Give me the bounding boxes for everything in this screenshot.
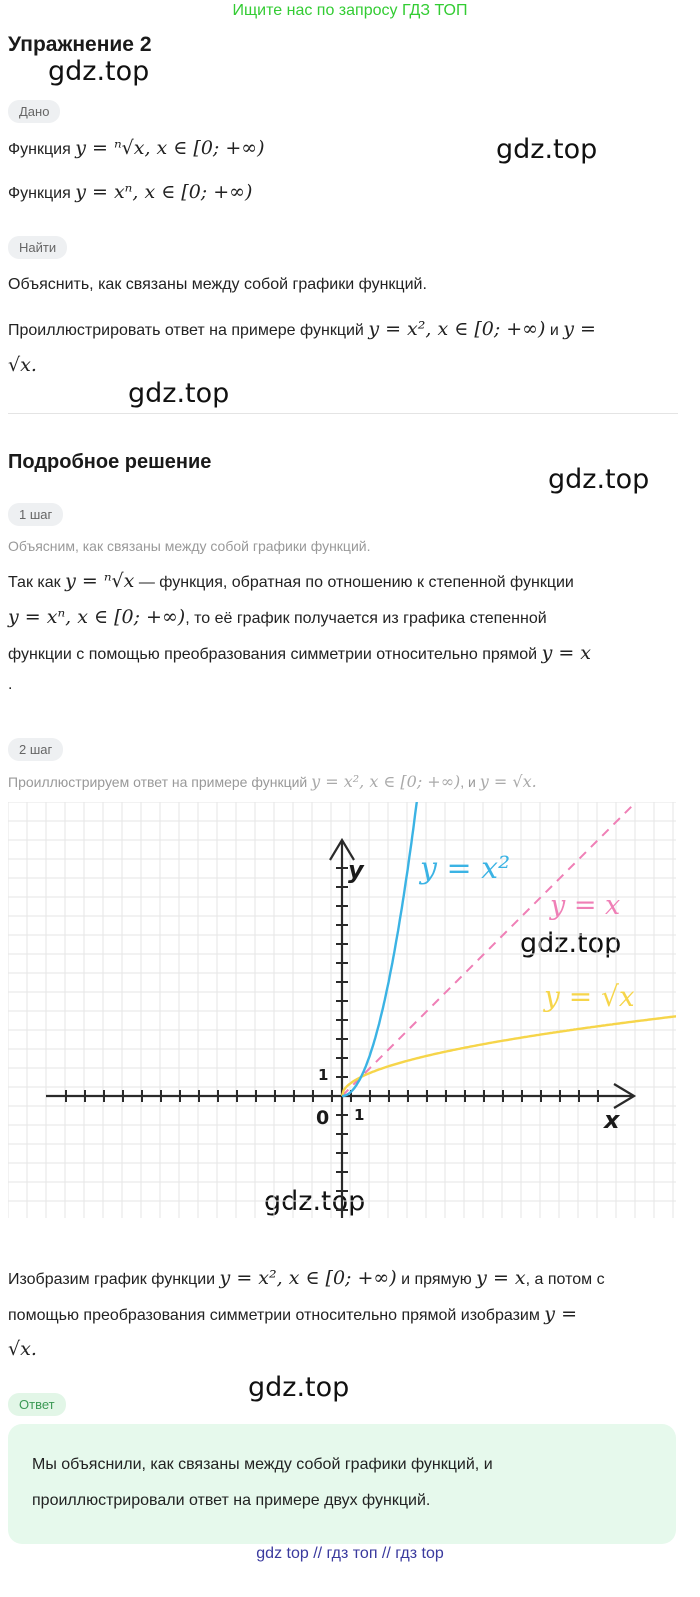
find-line-2 xyxy=(8,318,596,340)
label-y-eq-x: y = x xyxy=(550,890,621,921)
step-1-hint: Объясним, как связаны между собой графики функций. xyxy=(8,538,371,554)
function-graph xyxy=(8,802,676,1218)
step-1-line-2-rest: , то её график получается из графика степенной xyxy=(185,610,547,627)
watermark: gdz.top xyxy=(496,134,598,165)
step-2-label: 2 шаг xyxy=(8,738,63,761)
answer-line-1: Мы объяснили, как связаны между собой графики функций, и xyxy=(32,1456,493,1473)
y-axis-label: y xyxy=(348,856,364,884)
find-line-2-text: Проиллюстрировать ответ на примере функций xyxy=(8,322,364,339)
given-line-1-math: y = ⁿ√x, x ∈ [0; +∞) xyxy=(75,137,265,159)
step-1-line-3-math: y = x xyxy=(541,642,592,664)
step-1-line-3-text: функции с помощью преобразования симметрии относительно прямой xyxy=(8,646,538,663)
step-1-line-3 xyxy=(8,642,591,664)
find-line-2-math2: y = xyxy=(563,318,596,340)
watermark: gdz.top xyxy=(264,1186,366,1217)
step-1-line-2-math: y = xⁿ, x ∈ [0; +∞) xyxy=(8,606,186,628)
watermark: gdz.top xyxy=(128,378,230,409)
given-line-2-math: y = xⁿ, x ∈ [0; +∞) xyxy=(75,181,253,203)
step-1-line-1-text: Так как xyxy=(8,574,61,591)
explain-line-1-rest: , а потом с xyxy=(525,1271,605,1288)
find-line-3 xyxy=(8,354,37,376)
x-axis xyxy=(46,1084,634,1108)
explain-line-1-mid: и прямую xyxy=(401,1271,472,1288)
explain-line-2 xyxy=(8,1303,577,1325)
watermark: gdz.top xyxy=(548,464,650,495)
given-line-2-prefix: Функция xyxy=(8,185,71,202)
step-1-line-2 xyxy=(8,606,547,628)
step-2-hint xyxy=(8,772,537,791)
tick-x-1-label: 1 xyxy=(354,1106,365,1124)
curve-x-squared xyxy=(342,802,417,1096)
footer-links[interactable]: gdz top // гдз топ // гдз top xyxy=(256,1545,444,1562)
origin-label: 0 xyxy=(316,1107,330,1129)
line-y-eq-x xyxy=(342,802,636,1096)
answer-line-2: проиллюстрировали ответ на примере двух функций. xyxy=(32,1492,431,1509)
watermark: gdz.top xyxy=(248,1372,350,1403)
label-sqrt-x: y = √x xyxy=(544,980,635,1013)
answer-label: Ответ xyxy=(8,1393,66,1416)
explain-line-1-math: y = x², x ∈ [0; +∞) xyxy=(219,1267,397,1289)
step-2-hint-and: , и xyxy=(460,774,476,790)
explain-line-2-math: y = xyxy=(544,1303,577,1325)
step-2-hint-math: y = x², x ∈ [0; +∞) xyxy=(311,772,461,791)
watermark: gdz.top xyxy=(520,928,622,959)
step-1-line-1-rest: — функция, обратная по отношению к степенной функции xyxy=(138,574,574,591)
x-axis-label: x xyxy=(604,1106,620,1134)
curve-sqrt-x xyxy=(342,1016,676,1096)
given-line-1-prefix: Функция xyxy=(8,141,71,158)
solution-title: Подробное решение xyxy=(8,451,212,473)
exercise-title: Упражнение 2 xyxy=(8,33,152,56)
label-x-squared: y = x² xyxy=(420,851,511,886)
find-line-1: Объяснить, как связаны между собой графики функций. xyxy=(8,276,427,293)
step-1-line-1 xyxy=(8,570,574,592)
explain-line-3 xyxy=(8,1338,37,1360)
explain-line-1-text: Изобразим график функции xyxy=(8,1271,216,1288)
step-2-hint-text: Проиллюстрируем ответ на примере функций xyxy=(8,774,308,790)
step-1-line-1-math: y = ⁿ√x xyxy=(65,570,135,592)
answer-box xyxy=(8,1424,676,1544)
find-label: Найти xyxy=(8,236,67,259)
explain-line-1 xyxy=(8,1267,605,1289)
find-line-2-math: y = x², x ∈ [0; +∞) xyxy=(368,318,546,340)
given-label: Дано xyxy=(8,100,60,123)
divider xyxy=(8,413,678,414)
explain-line-1-math2: y = x xyxy=(476,1267,526,1289)
given-line-1 xyxy=(8,137,265,159)
watermark: gdz.top xyxy=(48,56,150,87)
find-line-2-and: и xyxy=(549,322,559,339)
find-line-3-math: √x. xyxy=(8,354,37,376)
explain-line-2-text: помощью преобразования симметрии относительно прямой изобразим xyxy=(8,1307,540,1324)
step-1-label: 1 шаг xyxy=(8,503,63,526)
tick-y-1-label: 1 xyxy=(318,1066,329,1084)
step-2-hint-math2: y = √x. xyxy=(479,772,537,791)
explain-line-3-math: √x. xyxy=(8,1338,37,1360)
given-line-2 xyxy=(8,181,252,203)
step-1-line-4: . xyxy=(8,676,13,693)
search-banner[interactable]: Ищите нас по запросу ГДЗ ТОП xyxy=(232,2,468,19)
